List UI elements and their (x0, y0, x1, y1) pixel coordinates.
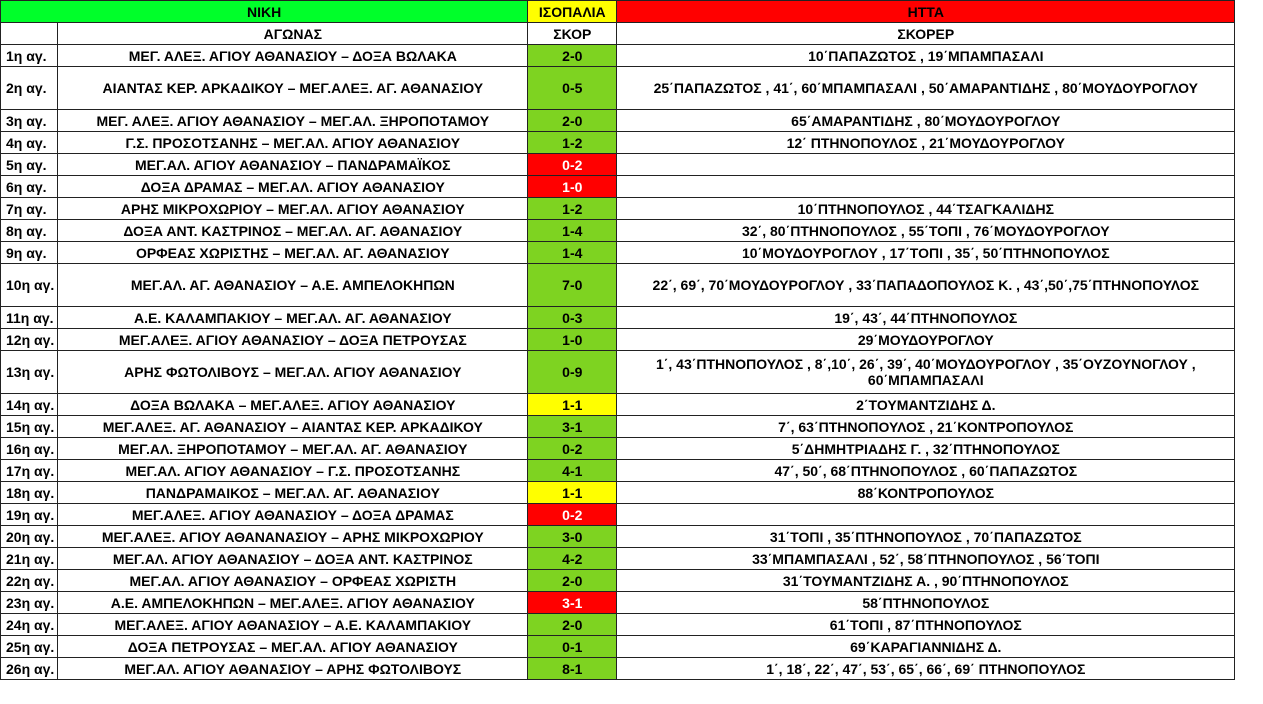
round-cell: 16η αγ. (1, 438, 58, 460)
match-cell: ΜΕΓ.ΑΛΕΞ. ΑΓΙΟΥ ΑΘΑΝΑΣΙΟΥ – ΔΟΞΑ ΠΕΤΡΟΥΣΑΣ (58, 329, 528, 351)
round-cell: 3η αγ. (1, 110, 58, 132)
match-cell: ΜΕΓ.ΑΛΕΞ. ΑΓΙΟΥ ΑΘΑΝΑΣΙΟΥ – ΔΟΞΑ ΔΡΑΜΑΣ (58, 504, 528, 526)
scorers-cell: 31΄ΤΟΠΙ , 35΄ΠΤΗΝΟΠΟΥΛΟΣ , 70΄ΠΑΠΑΖΩΤΟΣ (617, 526, 1235, 548)
scorers-cell: 22΄, 69΄, 70΄ΜΟΥΔΟΥΡΟΓΛΟΥ , 33΄ΠΑΠΑΔΟΠΟΥΛΟΣ Κ. , 43΄,50΄,75΄ΠΤΗΝΟΠΟΥΛΟΣ (617, 264, 1235, 307)
table-row (1, 460, 1235, 482)
legend-loss: ΗΤΤΑ (617, 1, 1235, 23)
table-row (1, 264, 1235, 307)
scorers-cell: 32΄, 80΄ΠΤΗΝΟΠΟΥΛΟΣ , 55΄ΤΟΠΙ , 76΄ΜΟΥΔΟΥΡΟΓΛΟΥ (617, 220, 1235, 242)
match-cell: ΜΕΓ.ΑΛ. ΞΗΡΟΠΟΤΑΜΟΥ – ΜΕΓ.ΑΛ. ΑΓ. ΑΘΑΝΑΣΙΟΥ (58, 438, 528, 460)
match-cell: ΜΕΓ.ΑΛ. ΑΓΙΟΥ ΑΘΑΝΑΣΙΟΥ – ΟΡΦΕΑΣ ΧΩΡΙΣΤΗ (58, 570, 528, 592)
match-cell: ΜΕΓ. ΑΛΕΞ. ΑΓΙΟΥ ΑΘΑΝΑΣΙΟΥ – ΔΟΞΑ ΒΩΛΑΚΑ (58, 45, 528, 67)
round-cell: 10η αγ. (1, 264, 58, 307)
round-cell: 24η αγ. (1, 614, 58, 636)
header-match: ΑΓΩΝΑΣ (58, 23, 528, 45)
table-row (1, 242, 1235, 264)
round-cell: 8η αγ. (1, 220, 58, 242)
table-row (1, 614, 1235, 636)
legend-win: ΝΙΚΗ (1, 1, 528, 23)
round-cell: 6η αγ. (1, 176, 58, 198)
score-cell: 8-1 (528, 658, 617, 680)
round-cell: 1η αγ. (1, 45, 58, 67)
round-cell: 25η αγ. (1, 636, 58, 658)
round-cell: 14η αγ. (1, 394, 58, 416)
table-row (1, 394, 1235, 416)
match-cell: ΜΕΓ.ΑΛ. ΑΓΙΟΥ ΑΘΑΝΑΣΙΟΥ – Γ.Σ. ΠΡΟΣΟΤΣΑΝΗΣ (58, 460, 528, 482)
table-row (1, 351, 1235, 394)
score-cell: 0-1 (528, 636, 617, 658)
scorers-cell: 33΄ΜΠΑΜΠΑΣΑΛΙ , 52΄, 58΄ΠΤΗΝΟΠΟΥΛΟΣ , 56΄ΤΟΠΙ (617, 548, 1235, 570)
round-cell: 21η αγ. (1, 548, 58, 570)
round-cell: 11η αγ. (1, 307, 58, 329)
legend-row (1, 1, 1235, 23)
round-cell: 15η αγ. (1, 416, 58, 438)
match-cell: ΜΕΓ.ΑΛ. ΑΓΙΟΥ ΑΘΑΝΑΣΙΟΥ – ΑΡΗΣ ΦΩΤΟΛΙΒΟΥΣ (58, 658, 528, 680)
match-cell: Γ.Σ. ΠΡΟΣΟΤΣΑΝΗΣ – ΜΕΓ.ΑΛ. ΑΓΙΟΥ ΑΘΑΝΑΣΙΟΥ (58, 132, 528, 154)
match-cell: ΜΕΓ.ΑΛ. ΑΓ. ΑΘΑΝΑΣΙΟΥ – Α.Ε. ΑΜΠΕΛΟΚΗΠΩΝ (58, 264, 528, 307)
table-row (1, 482, 1235, 504)
scorers-cell: 12΄ ΠΤΗΝΟΠΟΥΛΟΣ , 21΄ΜΟΥΔΟΥΡΟΓΛΟΥ (617, 132, 1235, 154)
score-cell: 1-4 (528, 242, 617, 264)
score-cell: 7-0 (528, 264, 617, 307)
match-cell: Α.Ε. ΑΜΠΕΛΟΚΗΠΩΝ – ΜΕΓ.ΑΛΕΞ. ΑΓΙΟΥ ΑΘΑΝΑΣΙΟΥ (58, 592, 528, 614)
table-row (1, 45, 1235, 67)
match-cell: ΜΕΓ.ΑΛΕΞ. ΑΓΙΟΥ ΑΘΑΝΑΣΙΟΥ – Α.Ε. ΚΑΛΑΜΠΑΚΙΟΥ (58, 614, 528, 636)
scorers-cell: 58΄ΠΤΗΝΟΠΟΥΛΟΣ (617, 592, 1235, 614)
scorers-cell: 61΄ΤΟΠΙ , 87΄ΠΤΗΝΟΠΟΥΛΟΣ (617, 614, 1235, 636)
score-cell: 0-3 (528, 307, 617, 329)
match-cell: ΠΑΝΔΡΑΜΑΙΚΟΣ – ΜΕΓ.ΑΛ. ΑΓ. ΑΘΑΝΑΣΙΟΥ (58, 482, 528, 504)
table-row (1, 548, 1235, 570)
round-cell: 4η αγ. (1, 132, 58, 154)
match-cell: Α.Ε. ΚΑΛΑΜΠΑΚΙΟΥ – ΜΕΓ.ΑΛ. ΑΓ. ΑΘΑΝΑΣΙΟΥ (58, 307, 528, 329)
scorers-cell (617, 176, 1235, 198)
score-cell: 3-1 (528, 592, 617, 614)
scorers-cell: 19΄, 43΄, 44΄ΠΤΗΝΟΠΟΥΛΟΣ (617, 307, 1235, 329)
round-cell: 12η αγ. (1, 329, 58, 351)
score-cell: 1-4 (528, 220, 617, 242)
table-row (1, 416, 1235, 438)
header-row (1, 23, 1235, 45)
score-cell: 1-2 (528, 132, 617, 154)
score-cell: 4-2 (528, 548, 617, 570)
table-row (1, 110, 1235, 132)
table-row (1, 307, 1235, 329)
round-cell: 13η αγ. (1, 351, 58, 394)
match-cell: ΜΕΓ.ΑΛΕΞ. ΑΓ. ΑΘΑΝΑΣΙΟΥ – ΑΙΑΝΤΑΣ ΚΕΡ. ΑΡΚΑΔΙΚΟΥ (58, 416, 528, 438)
legend-draw: ΙΣΟΠΑΛΙΑ (528, 1, 617, 23)
table-row (1, 438, 1235, 460)
match-cell: ΑΡΗΣ ΦΩΤΟΛΙΒΟΥΣ – ΜΕΓ.ΑΛ. ΑΓΙΟΥ ΑΘΑΝΑΣΙΟΥ (58, 351, 528, 394)
score-cell: 0-2 (528, 438, 617, 460)
score-cell: 3-1 (528, 416, 617, 438)
scorers-cell: 7΄, 63΄ΠΤΗΝΟΠΟΥΛΟΣ , 21΄ΚΟΝΤΡΟΠΟΥΛΟΣ (617, 416, 1235, 438)
scorers-cell: 5΄ΔΗΜΗΤΡΙΑΔΗΣ Γ. , 32΄ΠΤΗΝΟΠΟΥΛΟΣ (617, 438, 1235, 460)
match-cell: ΔΟΞΑ ΠΕΤΡΟΥΣΑΣ – ΜΕΓ.ΑΛ. ΑΓΙΟΥ ΑΘΑΝΑΣΙΟΥ (58, 636, 528, 658)
round-cell: 9η αγ. (1, 242, 58, 264)
table-row (1, 658, 1235, 680)
round-cell: 18η αγ. (1, 482, 58, 504)
score-cell: 0-9 (528, 351, 617, 394)
match-cell: ΔΟΞΑ ΑΝΤ. ΚΑΣΤΡΙΝΟΣ – ΜΕΓ.ΑΛ. ΑΓ. ΑΘΑΝΑΣΙΟΥ (58, 220, 528, 242)
round-cell: 17η αγ. (1, 460, 58, 482)
table-row (1, 176, 1235, 198)
match-cell: ΔΟΞΑ ΒΩΛΑΚΑ – ΜΕΓ.ΑΛΕΞ. ΑΓΙΟΥ ΑΘΑΝΑΣΙΟΥ (58, 394, 528, 416)
score-cell: 2-0 (528, 110, 617, 132)
match-cell: ΜΕΓ.ΑΛ. ΑΓΙΟΥ ΑΘΑΝΑΣΙΟΥ – ΠΑΝΔΡΑΜΑΪΚΟΣ (58, 154, 528, 176)
scorers-cell: 29΄ΜΟΥΔΟΥΡΟΓΛΟΥ (617, 329, 1235, 351)
scorers-cell: 65΄ΑΜΑΡΑΝΤΙΔΗΣ , 80΄ΜΟΥΔΟΥΡΟΓΛΟΥ (617, 110, 1235, 132)
scorers-cell: 69΄ΚΑΡΑΓΙΑΝΝΙΔΗΣ Δ. (617, 636, 1235, 658)
header-round (1, 23, 58, 45)
score-cell: 3-0 (528, 526, 617, 548)
table-row (1, 154, 1235, 176)
score-cell: 1-1 (528, 482, 617, 504)
round-cell: 23η αγ. (1, 592, 58, 614)
scorers-cell: 10΄ΠΑΠΑΖΩΤΟΣ , 19΄ΜΠΑΜΠΑΣΑΛΙ (617, 45, 1235, 67)
round-cell: 20η αγ. (1, 526, 58, 548)
score-cell: 1-2 (528, 198, 617, 220)
score-cell: 0-2 (528, 504, 617, 526)
scorers-cell: 2΄ΤΟΥΜΑΝΤΖΙΔΗΣ Δ. (617, 394, 1235, 416)
table-row (1, 329, 1235, 351)
scorers-cell: 31΄ΤΟΥΜΑΝΤΖΙΔΗΣ Α. , 90΄ΠΤΗΝΟΠΟΥΛΟΣ (617, 570, 1235, 592)
table-row (1, 636, 1235, 658)
header-scorers: ΣΚΟΡΕΡ (617, 23, 1235, 45)
match-cell: ΑΙΑΝΤΑΣ ΚΕΡ. ΑΡΚΑΔΙΚΟΥ – ΜΕΓ.ΑΛΕΞ. ΑΓ. ΑΘΑΝΑΣΙΟΥ (58, 67, 528, 110)
round-cell: 19η αγ. (1, 504, 58, 526)
round-cell: 5η αγ. (1, 154, 58, 176)
match-cell: ΟΡΦΕΑΣ ΧΩΡΙΣΤΗΣ – ΜΕΓ.ΑΛ. ΑΓ. ΑΘΑΝΑΣΙΟΥ (58, 242, 528, 264)
score-cell: 2-0 (528, 614, 617, 636)
round-cell: 7η αγ. (1, 198, 58, 220)
score-cell: 4-1 (528, 460, 617, 482)
table-row (1, 67, 1235, 110)
scorers-cell (617, 504, 1235, 526)
score-cell: 1-0 (528, 329, 617, 351)
scorers-cell: 1΄, 43΄ΠΤΗΝΟΠΟΥΛΟΣ , 8΄,10΄, 26΄, 39΄, 40΄ΜΟΥΔΟΥΡΟΓΛΟΥ , 35΄ΟΥΖΟΥΝΟΓΛΟΥ , 60΄ΜΠΑΜΠΑΣΑΛΙ (617, 351, 1235, 394)
scorers-cell: 10΄ΜΟΥΔΟΥΡΟΓΛΟΥ , 17΄ΤΟΠΙ , 35΄, 50΄ΠΤΗΝΟΠΟΥΛΟΣ (617, 242, 1235, 264)
scorers-cell: 88΄ΚΟΝΤΡΟΠΟΥΛΟΣ (617, 482, 1235, 504)
score-cell: 1-0 (528, 176, 617, 198)
table-row (1, 526, 1235, 548)
scorers-cell: 47΄, 50΄, 68΄ΠΤΗΝΟΠΟΥΛΟΣ , 60΄ΠΑΠΑΖΩΤΟΣ (617, 460, 1235, 482)
match-cell: ΜΕΓ.ΑΛΕΞ. ΑΓΙΟΥ ΑΘΑΝΑΝΑΣΙΟΥ – ΑΡΗΣ ΜΙΚΡΟΧΩΡΙΟΥ (58, 526, 528, 548)
score-cell: 1-1 (528, 394, 617, 416)
table-body (1, 45, 1235, 680)
score-cell: 2-0 (528, 45, 617, 67)
table-row (1, 198, 1235, 220)
scorers-cell: 25΄ΠΑΠΑΖΩΤΟΣ , 41΄, 60΄ΜΠΑΜΠΑΣΑΛΙ , 50΄ΑΜΑΡΑΝΤΙΔΗΣ , 80΄ΜΟΥΔΟΥΡΟΓΛΟΥ (617, 67, 1235, 110)
score-cell: 2-0 (528, 570, 617, 592)
table-row (1, 220, 1235, 242)
header-score: ΣΚΟΡ (528, 23, 617, 45)
score-cell: 0-5 (528, 67, 617, 110)
round-cell: 26η αγ. (1, 658, 58, 680)
scorers-cell: 1΄, 18΄, 22΄, 47΄, 53΄, 65΄, 66΄, 69΄ ΠΤΗΝΟΠΟΥΛΟΣ (617, 658, 1235, 680)
round-cell: 22η αγ. (1, 570, 58, 592)
round-cell: 2η αγ. (1, 67, 58, 110)
table-row (1, 570, 1235, 592)
table-row (1, 132, 1235, 154)
match-cell: ΜΕΓ. ΑΛΕΞ. ΑΓΙΟΥ ΑΘΑΝΑΣΙΟΥ – ΜΕΓ.ΑΛ. ΞΗΡΟΠΟΤΑΜΟΥ (58, 110, 528, 132)
match-cell: ΜΕΓ.ΑΛ. ΑΓΙΟΥ ΑΘΑΝΑΣΙΟΥ – ΔΟΞΑ ΑΝΤ. ΚΑΣΤΡΙΝΟΣ (58, 548, 528, 570)
match-cell: ΑΡΗΣ ΜΙΚΡΟΧΩΡΙΟΥ – ΜΕΓ.ΑΛ. ΑΓΙΟΥ ΑΘΑΝΑΣΙΟΥ (58, 198, 528, 220)
scorers-cell: 10΄ΠΤΗΝΟΠΟΥΛΟΣ , 44΄ΤΣΑΓΚΑΛΙΔΗΣ (617, 198, 1235, 220)
table-row (1, 504, 1235, 526)
scorers-cell (617, 154, 1235, 176)
score-cell: 0-2 (528, 154, 617, 176)
table-row (1, 592, 1235, 614)
match-cell: ΔΟΞΑ ΔΡΑΜΑΣ – ΜΕΓ.ΑΛ. ΑΓΙΟΥ ΑΘΑΝΑΣΙΟΥ (58, 176, 528, 198)
